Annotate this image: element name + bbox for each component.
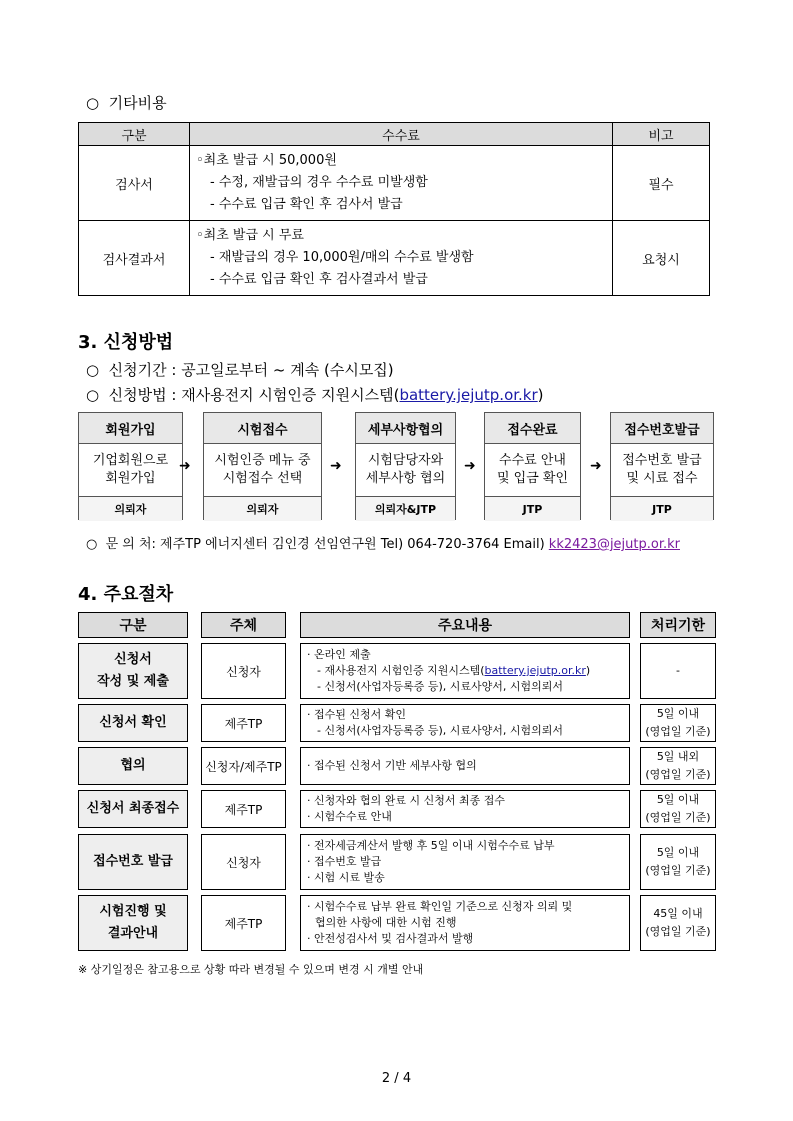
fee-header: 비고 — [613, 123, 710, 146]
proc-header: 주요내용 — [300, 612, 630, 638]
proc-category: 시험진행 및 결과안내 — [78, 895, 188, 951]
proc-deadline: 5일 이내 (영업일 기준) — [640, 704, 716, 742]
circle-bullet-icon: ○ — [86, 361, 100, 379]
proc-actor: 제주TP — [201, 790, 286, 828]
arrow-right-icon: ➜ — [330, 458, 342, 474]
proc-content: · 시험수수료 납부 완료 확인일 기준으로 신청자 의뢰 및 협의한 사항에 대한 시험 진행 · 안전성검사서 및 검사결과서 발행 — [300, 895, 630, 951]
proc-header: 주체 — [201, 612, 286, 638]
proc-deadline: - — [640, 643, 716, 699]
proc-deadline: 5일 내외 (영업일 기준) — [640, 747, 716, 785]
table-row — [79, 146, 710, 221]
proc-actor: 제주TP — [201, 704, 286, 742]
proc-actor: 제주TP — [201, 895, 286, 951]
proc-content: · 전자세금계산서 발행 후 5일 이내 시험수수료 납부 · 접수번호 발급 · 시험 시료 발송 — [300, 834, 630, 890]
step-completed: 접수완료 수수료 안내 및 입금 확인 JTP — [484, 412, 581, 520]
fee-header: 구분 — [79, 123, 190, 146]
footnote: ※ 상기일정은 참고용으로 상황 따라 변경될 수 있으며 변경 시 개별 안내 — [78, 963, 424, 976]
proc-category: 협의 — [78, 747, 188, 785]
circle-bullet-icon: ○ — [86, 537, 98, 552]
application-period: ○ 신청기간 : 공고일로부터 ~ 계속 (수시모집) — [86, 361, 394, 379]
proc-category: 신청서 확인 — [78, 704, 188, 742]
step-number-issue: 접수번호발급 접수번호 발급 및 시료 접수 JTP — [610, 412, 714, 520]
step-consultation: 세부사항협의 시험담당자와 세부사항 협의 의뢰자&JTP — [355, 412, 456, 520]
proc-actor: 신청자 — [201, 834, 286, 890]
fee-table — [78, 122, 710, 296]
table-row — [79, 221, 710, 296]
fee-note: 요청시 — [613, 221, 710, 296]
proc-actor: 신청자 — [201, 643, 286, 699]
proc-actor: 신청자/제주TP — [201, 747, 286, 785]
arrow-right-icon: ➜ — [464, 458, 476, 474]
system-link[interactable]: battery.jejutp.or.kr — [399, 386, 538, 404]
proc-content: · 접수된 신청서 확인 - 신청서(사업자등록증 등), 시료사양서, 시험의뢰서 — [300, 704, 630, 742]
proc-content: · 접수된 신청서 기반 세부사항 협의 — [300, 747, 630, 785]
contact-info: ○ 문 의 처: 제주TP 에너지센터 김인경 선임연구원 Tel) 064-720-3764 Email) kk2423@jejutp.or.kr — [86, 537, 680, 552]
section-title: 4. 주요절차 — [78, 584, 174, 605]
fee-header: 수수료 — [190, 123, 613, 146]
circle-bullet-icon: ○ — [86, 94, 100, 112]
proc-deadline: 5일 이내 (영업일 기준) — [640, 834, 716, 890]
proc-category: 신청서 작성 및 제출 — [78, 643, 188, 699]
circle-bullet-icon: ○ — [86, 386, 100, 404]
step-signup: 회원가입 기업회원으로 회원가입 의뢰자 — [78, 412, 183, 520]
contact-email-link[interactable]: kk2423@jejutp.or.kr — [548, 537, 680, 552]
proc-deadline: 5일 이내 (영업일 기준) — [640, 790, 716, 828]
proc-deadline: 45일 이내 (영업일 기준) — [640, 895, 716, 951]
other-fees-heading: ○ 기타비용 — [86, 94, 167, 112]
page-number: 2 / 4 — [381, 1071, 412, 1086]
fee-category: 검사서 — [79, 146, 190, 221]
proc-content: · 온라인 제출 - 재사용전지 시험인증 지원시스템(battery.jejutp.or.kr) - 신청서(사업자등록증 등), 시료사양서, 시험의뢰서 — [300, 643, 630, 699]
proc-header: 구분 — [78, 612, 188, 638]
application-method: ○ 신청방법 : 재사용전지 시험인증 지원시스템(battery.jejutp.or.kr) — [86, 386, 544, 404]
arrow-right-icon: ➜ — [179, 458, 191, 474]
step-test-reception: 시험접수 시험인증 메뉴 중 시험접수 선택 의뢰자 — [203, 412, 322, 520]
fee-note: 필수 — [613, 146, 710, 221]
arrow-right-icon: ➜ — [590, 458, 602, 474]
proc-header: 처리기한 — [640, 612, 716, 638]
proc-category: 신청서 최종접수 — [78, 790, 188, 828]
fee-description: ◦최초 발급 시 무료 - 재발급의 경우 10,000원/매의 수수료 발생함 - 수수료 입금 확인 후 검사결과서 발급 — [190, 221, 613, 296]
section-title: 3. 신청방법 — [78, 332, 174, 353]
fee-category: 검사결과서 — [79, 221, 190, 296]
proc-content: · 신청자와 협의 완료 시 신청서 최종 접수 · 시험수수료 안내 — [300, 790, 630, 828]
system-link[interactable]: battery.jejutp.or.kr — [484, 664, 586, 677]
fee-description: ◦최초 발급 시 50,000원 - 수정, 재발급의 경우 수수료 미발생함 - 수수료 입금 확인 후 검사서 발급 — [190, 146, 613, 221]
proc-category: 접수번호 발급 — [78, 834, 188, 890]
